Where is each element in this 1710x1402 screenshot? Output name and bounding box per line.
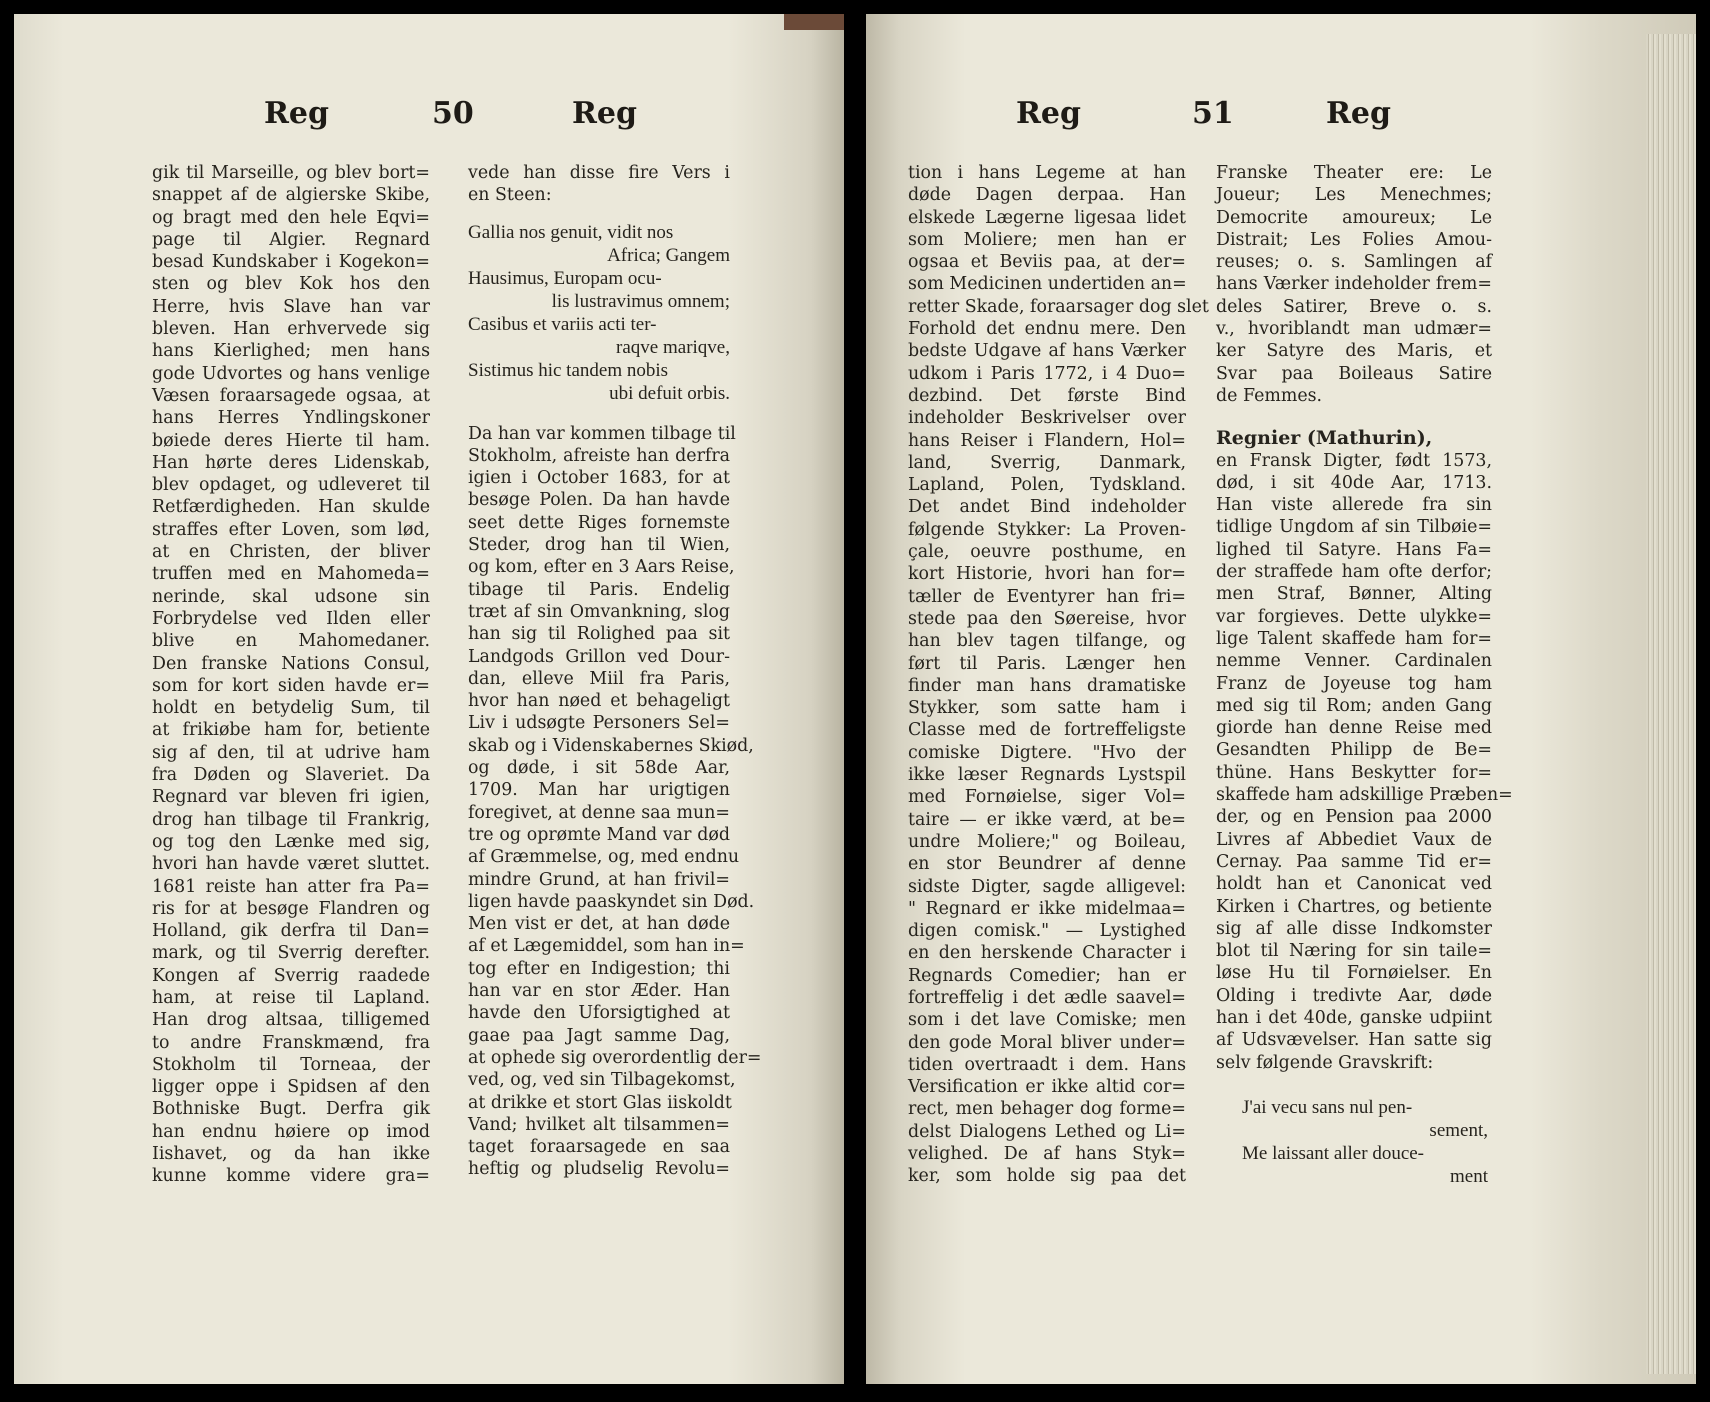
text-line: Holland, gik derfra til Dan= — [152, 921, 430, 942]
text-line: stede paa den Søereise, hvor — [908, 608, 1186, 629]
text-line: Joueur; Les Menechmes; — [1216, 185, 1492, 206]
text-line: der straffede ham ofte derfor; — [1216, 562, 1492, 583]
text-line: udkom i Paris 1772, i 4 Duo= — [908, 363, 1186, 384]
text-line: fra Døden og Slaveriet. Da — [152, 765, 430, 786]
text-line: døde Dagen derpaa. Han — [908, 185, 1186, 206]
text-line: en Fransk Digter, født 1573, — [1216, 450, 1492, 471]
text-line: ris for at besøge Flandren og — [152, 898, 430, 919]
text-line: drog han tilbage til Frankrig, — [152, 809, 430, 830]
text-line: Herre, hvis Slave han var — [152, 296, 430, 317]
text-line: han i det 40de, ganske udpiint — [1216, 1007, 1492, 1028]
text-line: Regnards Comedier; han er — [908, 965, 1186, 986]
text-line: taire — er ikke værd, at be= — [908, 809, 1186, 830]
text-line: blev opdaget, og udleveret til — [152, 475, 430, 496]
text-line: blot til Næring for sin taile= — [1216, 941, 1492, 962]
text-line: lige Talent skaffede ham for= — [1216, 628, 1492, 649]
text-line: dan, elleve Miil fra Paris, — [468, 668, 730, 689]
text-line: ikke læser Regnards Lystspil — [908, 765, 1186, 786]
text-line: Han drog altsaa, tilligemed — [152, 1010, 430, 1031]
text-line: besøge Polen. Da han havde — [468, 490, 730, 511]
text-line: retter Skade, foraarsager dog slet — [908, 296, 1209, 317]
text-line: Han viste allerede fra sin — [1216, 495, 1492, 516]
text-line: delst Dialogens Lethed og Li= — [908, 1121, 1186, 1142]
text-line: velighed. De af hans Styk= — [908, 1144, 1186, 1165]
text-line: finder man hans dramatiske — [908, 675, 1186, 696]
text-line: som for kort siden havde er= — [152, 675, 430, 696]
text-line: Da han var kommen tilbage til — [468, 423, 736, 444]
text-line: den gode Moral bliver under= — [908, 1032, 1186, 1053]
text-line: besad Kundskaber i Kogekon= — [152, 252, 430, 273]
text-line: som Medicinen undertiden an= — [908, 274, 1187, 295]
text-line: vede han disse fire Vers i — [468, 163, 730, 183]
text-line: nemme Venner. Cardinalen — [1216, 651, 1492, 672]
left-page — [14, 14, 844, 1384]
left-page-column-2 — [468, 162, 762, 1181]
text-line: træt af sin Omvankning, slog — [468, 601, 730, 622]
verse-line: sement, — [1429, 1119, 1488, 1141]
text-line: som i det lave Comiske; men — [908, 1010, 1186, 1031]
text-line: som Moliere; men han er — [908, 229, 1186, 250]
text-line: igien i October 1683, for at — [468, 468, 730, 489]
spine-top — [784, 14, 844, 30]
text-line: Versification er ikke altid cor= — [908, 1077, 1186, 1098]
text-line: ogsaa et Beviis paa, at der= — [908, 252, 1186, 273]
text-line: giorde han denne Reise med — [1216, 718, 1492, 739]
verse-line: lis lustravimus omnem; — [551, 290, 730, 312]
text-line: Cernay. Paa samme Tid er= — [1216, 851, 1492, 872]
text-line: blive en Mahomedaner. — [152, 631, 430, 652]
verse-line: Sistimus hic tandem nobis — [468, 359, 669, 381]
verse-line: ubi defuit orbis. — [609, 382, 730, 404]
text-line: reuses; o. s. Samlingen af — [1216, 252, 1492, 273]
text-line: fortreffelig i det ædle saavel= — [908, 987, 1186, 1008]
text-line: at drikke et stort Glas iiskoldt — [468, 1092, 732, 1113]
text-line: straffes efter Loven, som lød, — [152, 519, 430, 540]
text-line: kort Historie, hvori han for= — [908, 564, 1186, 585]
text-line: gik til Marseille, og blev bort= — [152, 163, 430, 183]
text-line: sten og blev Kok hos den — [152, 274, 430, 295]
text-line: Kongen af Sverrig raadede — [152, 965, 430, 986]
text-line: Bothniske Bugt. Derfra gik — [152, 1099, 430, 1120]
latin-verse — [468, 221, 730, 405]
right-page-column-2 — [1216, 162, 1513, 1188]
text-line: af et Lægemiddel, som han in= — [468, 936, 745, 957]
text-line: af Udsvævelser. Han satte sig — [1216, 1030, 1492, 1051]
text-line: heftig og pludselig Revolu= — [468, 1159, 730, 1180]
running-head-left: Reg — [1016, 96, 1081, 131]
text-line: af Græmmelse, og, med endnu — [468, 847, 740, 868]
text-line: at ophede sig overordentlig der= — [468, 1047, 762, 1068]
text-line: ligen havde paaskyndet sin Død. — [468, 891, 755, 912]
text-line: rect, men behager dog forme= — [908, 1099, 1186, 1120]
text-line: Olding i tredivte Aar, døde — [1216, 985, 1492, 1006]
verse-line: raqve mariqve, — [616, 336, 730, 358]
text-line: 1709. Man har urigtigen — [468, 780, 730, 801]
text-line: tog efter en Indigestion; thi — [468, 958, 730, 979]
text-line: havde den Uforsigtighed at — [468, 1003, 730, 1024]
text-line: tre og oprømte Mand var død — [468, 824, 730, 845]
text-line: en Steen: — [468, 185, 552, 206]
text-line: han var en stor Æder. Han — [468, 981, 730, 1002]
text-line: truffen med en Mahomeda= — [152, 564, 430, 585]
text-line: Svar paa Boileaus Satire — [1216, 363, 1492, 384]
text-line: tibage til Paris. Endelig — [468, 579, 730, 600]
text-line: en stor Beundrer af denne — [908, 854, 1186, 875]
text-line: død, i sit 40de Aar, 1713. — [1216, 472, 1492, 493]
text-line: han endnu høiere op imod — [152, 1121, 430, 1142]
page-number: 51 — [1192, 96, 1234, 131]
left-page-column-1 — [152, 162, 430, 1188]
text-line: ført til Paris. Længer hen — [908, 653, 1186, 674]
text-line: at frikiøbe ham for, betiente — [152, 720, 430, 741]
text-line: løse Hu til Fornøielser. En — [1216, 963, 1492, 984]
text-line: mindre Grund, at han frivil= — [468, 869, 730, 890]
text-line: elskede Lægerne ligesaa lidet — [908, 207, 1186, 228]
text-line: " Regnard er ikke midelmaa= — [908, 898, 1186, 919]
text-line: selv følgende Gravskrift: — [1216, 1052, 1434, 1073]
text-line: çale, oeuvre posthume, en — [908, 542, 1186, 563]
verse-line: Africa; Gangem — [607, 244, 730, 266]
text-line: snappet af de algierske Skibe, — [152, 185, 430, 206]
running-head-right: Reg — [1326, 96, 1391, 131]
text-line: digen comisk." — Lystighed — [908, 921, 1186, 942]
text-line: med Fornøielse, siger Vol= — [908, 787, 1186, 808]
text-line: Regnard var bleven fri igien, — [152, 787, 430, 808]
text-line: skaffede ham adskillige Præben= — [1216, 785, 1513, 806]
verse-line: ment — [1450, 1165, 1488, 1187]
text-line: Stokholm, afreiste han derfra — [468, 445, 730, 466]
text-line: Det andet Bind indeholder — [908, 497, 1186, 518]
text-line: hans Reiser i Flandern, Hol= — [908, 430, 1186, 451]
text-line: bøiede deres Hierte til ham. — [152, 430, 430, 451]
page-number: 50 — [432, 96, 474, 131]
text-line: comiske Digtere. "Hvo der — [908, 742, 1186, 763]
text-line: mark, og til Sverrig derefter. — [152, 943, 430, 964]
text-line: Steder, drog han til Wien, — [468, 535, 730, 556]
text-line: hvor han nøed et behageligt — [468, 691, 730, 712]
text-line: Han hørte deres Lidenskab, — [152, 452, 430, 473]
text-line: sidste Digter, sagde alligevel: — [908, 876, 1186, 897]
text-line: tiden overtraadt i dem. Hans — [908, 1054, 1186, 1075]
text-line: land, Sverrig, Danmark, — [908, 452, 1186, 473]
text-line: gaae paa Jagt samme Dag, — [468, 1025, 730, 1046]
text-line: Franske Theater ere: Le — [1216, 163, 1492, 183]
text-line: undre Moliere;" og Boileau, — [908, 831, 1186, 852]
text-line: ker Satyre des Maris, et — [1216, 341, 1492, 362]
text-line: Gesandten Philipp de Be= — [1216, 740, 1492, 761]
text-line: deles Satirer, Breve o. s. — [1216, 296, 1492, 317]
text-line: ham, at reise til Lapland. — [152, 987, 430, 1008]
text-line: 1681 reiste han atter fra Pa= — [152, 876, 430, 897]
text-line: lighed til Satyre. Hans Fa= — [1216, 539, 1492, 560]
text-line: foregivet, at denne saa mun= — [468, 802, 730, 823]
text-line: han blev tagen tilfange, og — [908, 631, 1186, 652]
text-line: de Femmes. — [1216, 385, 1323, 406]
text-line: Den franske Nations Consul, — [152, 653, 430, 674]
text-line: thüne. Hans Beskytter for= — [1216, 762, 1492, 783]
text-line: Forhold det endnu mere. Den — [908, 319, 1186, 340]
text-line: hans Herres Yndlingskoner — [152, 408, 430, 429]
text-line: holdt han et Canonicat ved — [1216, 874, 1492, 895]
text-line: Landgods Grillon ved Dour- — [468, 646, 730, 667]
text-line: Vand; hvilket alt tilsammen= — [468, 1114, 730, 1135]
text-line: holdt en betydelig Sum, til — [152, 698, 430, 719]
text-line: hans Kierlighed; men hans — [152, 341, 430, 362]
right-page — [866, 14, 1696, 1384]
text-line: ligger oppe i Spidsen af den — [152, 1077, 430, 1098]
text-line: der, og en Pension paa 2000 — [1216, 807, 1492, 828]
text-line: ved, og, ved sin Tilbagekomst, — [468, 1070, 736, 1091]
text-line: at en Christen, der bliver — [152, 542, 430, 563]
text-line: tæller de Eventyrer han fri= — [908, 586, 1186, 607]
page-edges — [1646, 34, 1696, 1374]
text-line: dezbind. Det første Bind — [908, 385, 1186, 406]
text-line: indeholder Beskrivelser over — [908, 408, 1186, 429]
entry-heading: Regnier (Mathurin), — [1216, 427, 1433, 450]
text-line: tidlige Ungdom af sin Tilbøie= — [1216, 517, 1492, 538]
text-line: og døde, i sit 58de Aar, — [468, 758, 730, 779]
text-line: tion i hans Legeme at han — [908, 163, 1186, 183]
text-line: v., hvoriblandt man udmær= — [1216, 319, 1492, 340]
text-line: nerinde, skal udsone sin — [152, 586, 430, 607]
text-line: han sig til Rolighed paa sit — [468, 624, 730, 645]
text-line: bleven. Han erhvervede sig — [152, 319, 430, 340]
text-line: var forgieves. Dette ulykke= — [1216, 606, 1492, 627]
text-line: skab og i Videnskabernes Skiød, — [468, 735, 754, 756]
running-head-left: Reg — [264, 96, 329, 131]
text-line: og kom, efter en 3 Aars Reise, — [468, 557, 735, 578]
text-line: og bragt med den hele Eqvi= — [152, 207, 430, 228]
text-line: hans Værker indeholder frem= — [1216, 274, 1492, 295]
right-page-column-1 — [908, 162, 1209, 1188]
text-line: Lapland, Polen, Tydskland. — [908, 475, 1186, 496]
text-line: følgende Stykker: La Proven- — [908, 519, 1186, 540]
text-line: Iishavet, og da han ikke — [152, 1144, 430, 1165]
verse-line: J'ai vecu sans nul pen- — [1242, 1096, 1413, 1118]
epitaph-verse — [1216, 1096, 1492, 1188]
text-line: Retfærdigheden. Han skulde — [152, 497, 430, 518]
text-line: Franz de Joyeuse tog ham — [1216, 673, 1492, 694]
text-line: og tog den Lænke med sig, — [152, 831, 430, 852]
text-line: sig af alle disse Indkomster — [1216, 918, 1492, 939]
text-line: Liv i udsøgte Personers Sel= — [468, 713, 730, 734]
text-line: Stykker, som satte ham i — [908, 698, 1186, 719]
verse-line: Casibus et variis acti ter- — [468, 313, 657, 335]
running-head-right: Reg — [572, 96, 637, 131]
text-line: gode Udvortes og hans venlige — [152, 363, 430, 384]
text-line: Democrite amoureux; Le — [1216, 207, 1492, 228]
text-line: Kirken i Chartres, og betiente — [1216, 896, 1492, 917]
verse-line: Hausimus, Europam ocu- — [468, 267, 662, 289]
text-line: Distrait; Les Folies Amou- — [1216, 229, 1492, 250]
text-line: ker, som holde sig paa det — [908, 1166, 1186, 1187]
text-line: Classe med de fortreffeligste — [908, 720, 1186, 741]
text-line: men Straf, Bønner, Alting — [1216, 584, 1492, 605]
text-line: Væsen foraarsagede ogsaa, at — [152, 385, 430, 406]
text-line: page til Algier. Regnard — [152, 229, 430, 250]
text-line: Stokholm til Torneaa, der — [152, 1054, 430, 1075]
text-line: Livres af Abbediet Vaux de — [1216, 829, 1492, 850]
text-line: bedste Udgave af hans Værker — [908, 341, 1186, 362]
verse-line: Gallia nos genuit, vidit nos — [468, 221, 674, 243]
text-line: Forbrydelse ved Ilden eller — [152, 608, 430, 629]
text-line: seet dette Riges fornemste — [468, 512, 730, 533]
text-line: med sig til Rom; anden Gang — [1216, 695, 1492, 716]
text-line: en den herskende Character i — [908, 943, 1186, 964]
text-line: sig af den, til at udrive ham — [152, 742, 430, 763]
text-line: Men vist er det, at han døde — [468, 914, 730, 935]
text-line: to andre Franskmænd, fra — [152, 1032, 430, 1053]
text-line: kunne komme videre gra= — [152, 1166, 430, 1187]
verse-line: Me laissant aller douce- — [1242, 1142, 1425, 1164]
text-line: hvori han havde været sluttet. — [152, 854, 430, 875]
text-line: taget foraarsagede en saa — [468, 1137, 730, 1158]
